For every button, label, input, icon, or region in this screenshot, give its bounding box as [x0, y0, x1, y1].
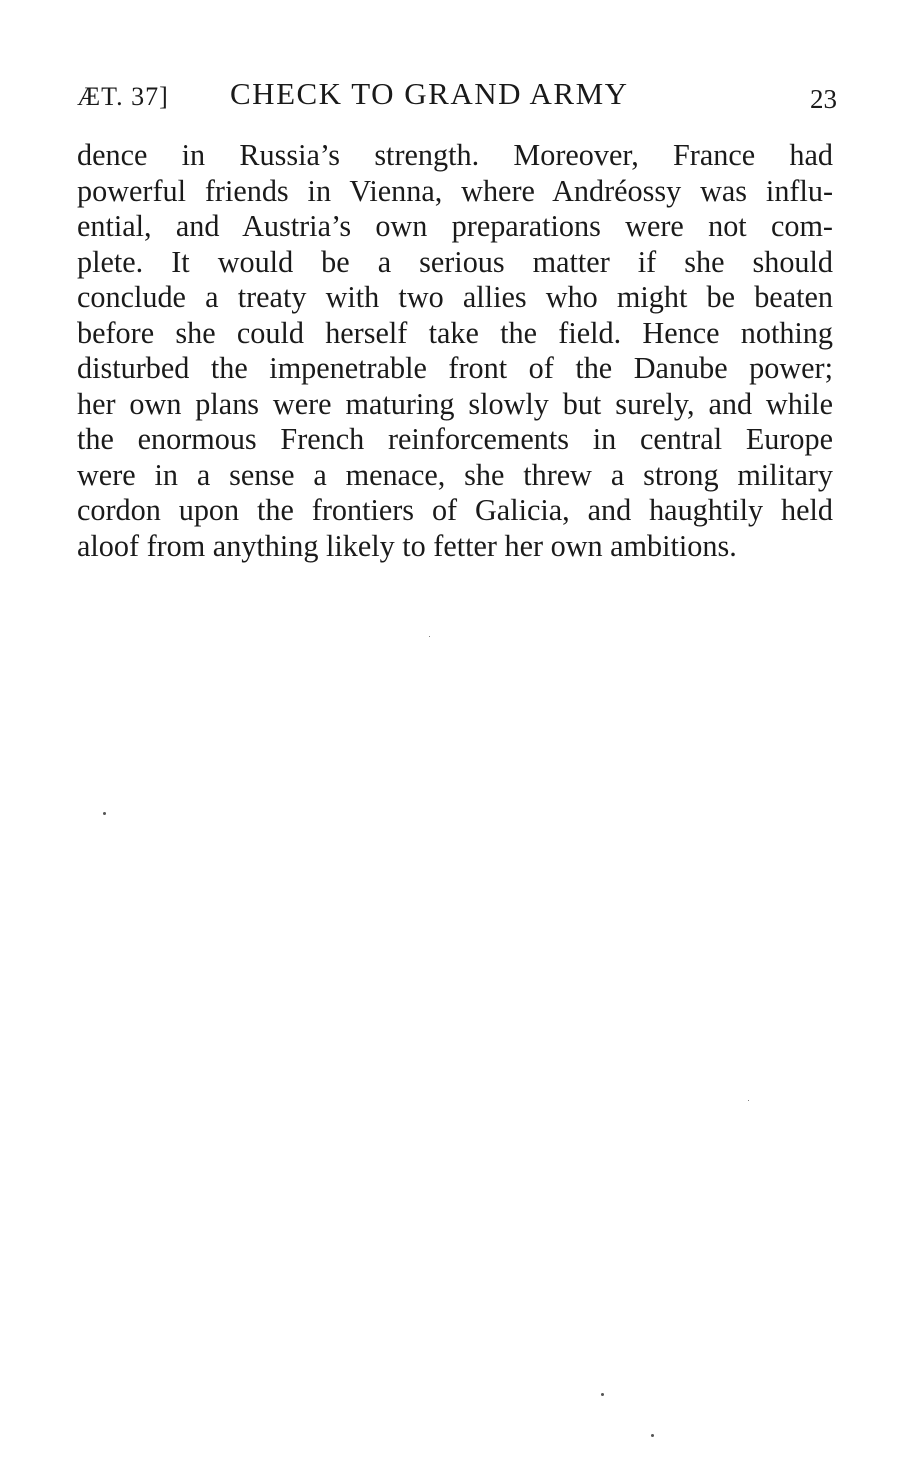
scan-speck [429, 636, 430, 637]
scan-speck [651, 1434, 654, 1437]
text-line: the enormous French reinforcements in central Europe [77, 422, 833, 456]
scan-speck [103, 812, 106, 815]
running-head [77, 76, 837, 116]
text-line: before she could herself take the field. Hence nothing [77, 315, 833, 350]
running-title: CHECK TO GRAND ARMY [230, 76, 629, 111]
scan-speck [748, 1100, 749, 1101]
text-line: ential, and Austria’s own preparations were not com- [77, 209, 833, 243]
chapter-marker: ÆT. 37] [77, 82, 169, 111]
text-line: conclude a treaty with two allies who might be beaten [77, 280, 833, 314]
text-line: disturbed the impenetrable front of the Danube power; [77, 351, 833, 385]
text-line: cordon upon the frontiers of Galicia, and haughtily held [77, 493, 833, 527]
text-line: her own plans were maturing slowly but surely, and while [77, 386, 833, 421]
page-number: 23 [810, 84, 837, 114]
text-line: plete. It would be a serious matter if she should [77, 244, 833, 279]
scan-speck [601, 1393, 604, 1396]
text-line: aloof from anything likely to fetter her own ambitions. [77, 528, 737, 563]
body-paragraph [77, 138, 833, 564]
text-line: dence in Russia’s strength. Moreover, France had [77, 138, 833, 172]
text-line: were in a sense a menace, she threw a strong military [77, 457, 833, 492]
text-line: powerful friends in Vienna, where Andréossy was influ- [77, 173, 833, 208]
